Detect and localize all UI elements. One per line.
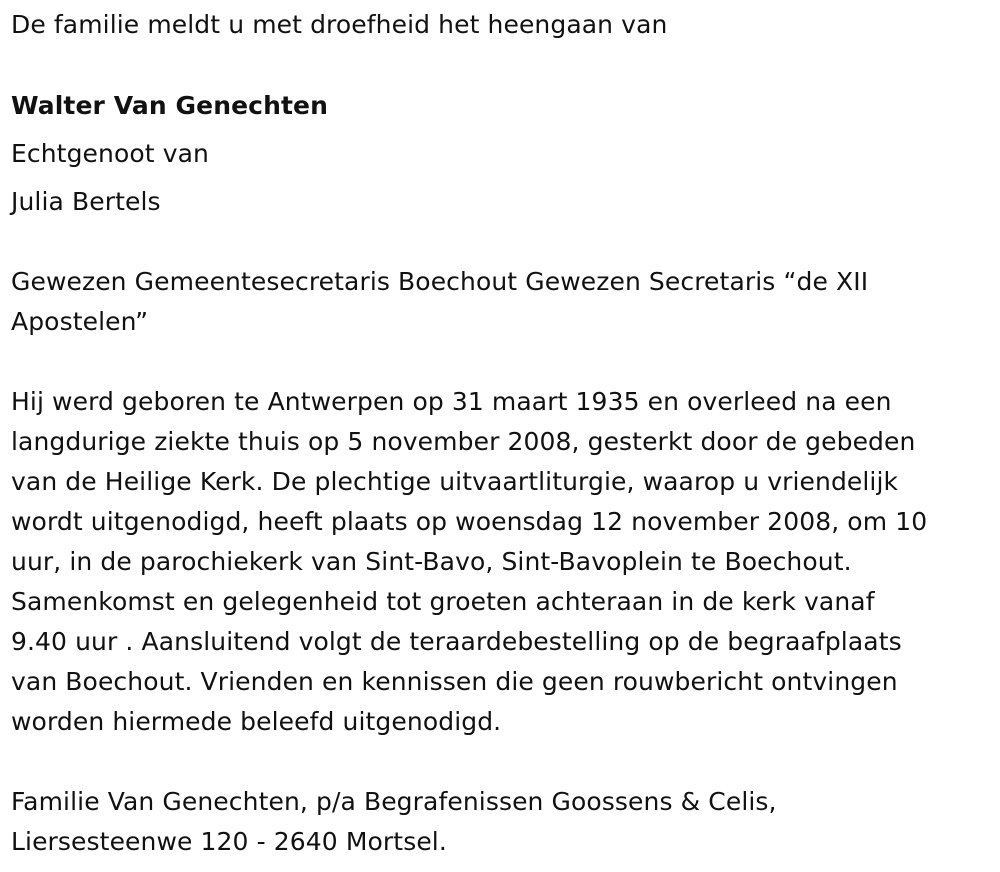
contact-paragraph	[11, 782, 986, 862]
details-line: 9.40 uur . Aansluitend volgt de teraardebestelling op de begraafplaats	[11, 627, 902, 656]
contact-line: Familie Van Genechten, p/a Begrafenissen Goossens & Celis,	[11, 787, 777, 816]
details-line: van Boechout. Vrienden en kennissen die geen rouwbericht ontvingen	[11, 667, 898, 696]
titles-paragraph	[11, 262, 986, 342]
details-paragraph	[11, 382, 986, 742]
spouse-name: Julia Bertels	[11, 187, 161, 216]
details-line: wordt uitgenodigd, heeft plaats op woensdag 12 november 2008, om 10	[11, 507, 928, 536]
details-line: langdurige ziekte thuis op 5 november 2008, gesterkt door de gebeden	[11, 427, 916, 456]
details-line: van de Heilige Kerk. De plechtige uitvaartliturgie, waarop u vriendelijk	[11, 467, 899, 496]
details-line: Samenkomst en gelegenheid tot groeten achteraan in de kerk vanaf	[11, 587, 875, 616]
contact-line: Liersesteenwe 120 - 2640 Mortsel.	[11, 827, 447, 856]
details-line: Hij werd geboren te Antwerpen op 31 maart 1935 en overleed na een	[11, 387, 892, 416]
deceased-name: Walter Van Genechten	[11, 91, 328, 120]
intro-text: De familie meldt u met droefheid het heengaan van	[11, 10, 668, 39]
details-line: uur, in de parochiekerk van Sint-Bavo, Sint-Bavoplein te Boechout.	[11, 547, 852, 576]
titles-line: Apostelen”	[11, 307, 149, 336]
relation-label: Echtgenoot van	[11, 139, 209, 168]
titles-line: Gewezen Gemeentesecretaris Boechout Gewezen Secretaris “de XII	[11, 267, 869, 296]
details-line: worden hiermede beleefd uitgenodigd.	[11, 707, 502, 736]
